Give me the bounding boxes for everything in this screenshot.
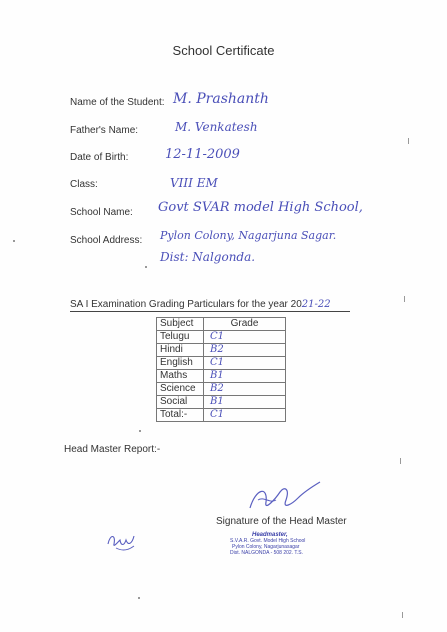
scan-speck bbox=[139, 430, 141, 432]
school-name-label: School Name: bbox=[70, 207, 133, 218]
subject-cell: Science bbox=[157, 383, 204, 396]
page-title: School Certificate bbox=[172, 43, 275, 58]
exam-heading-year: 21-22 bbox=[301, 299, 331, 310]
table-row bbox=[157, 344, 286, 357]
school-address-district: Dist: Nalgonda. bbox=[160, 250, 256, 264]
student-name-label: Name of the Student: bbox=[70, 97, 165, 108]
signature-label: Signature of the Head Master bbox=[216, 516, 347, 527]
stamp-line-2: Pylon Colony, Nagarjunasagar bbox=[232, 544, 300, 550]
initials-signature-icon bbox=[104, 528, 140, 554]
table-row bbox=[157, 383, 286, 396]
headmaster-stamp bbox=[230, 532, 305, 556]
scan-speck bbox=[145, 266, 147, 268]
stamp-line-3: Dist. NALGONDA - 508 202. T.S. bbox=[230, 550, 303, 556]
scan-mark bbox=[402, 612, 403, 618]
scan-speck bbox=[13, 240, 15, 242]
exam-heading-text: SA I Examination Grading Particulars for the year 20 bbox=[70, 299, 302, 310]
table-row bbox=[157, 409, 286, 422]
grades-table bbox=[156, 317, 286, 422]
table-row bbox=[157, 370, 286, 383]
dob-label: Date of Birth: bbox=[70, 152, 129, 163]
school-address-value: Pylon Colony, Nagarjuna Sagar. bbox=[160, 229, 337, 242]
table-header-row bbox=[157, 318, 286, 331]
scan-speck bbox=[138, 597, 140, 599]
exam-heading bbox=[70, 299, 331, 310]
grade-cell: C1 bbox=[204, 357, 286, 370]
grade-cell: B2 bbox=[204, 383, 286, 396]
grade-cell: C1 bbox=[204, 409, 286, 422]
subject-cell: Telugu bbox=[157, 331, 204, 344]
stamp-title: Headmaster, bbox=[252, 532, 288, 538]
student-name-value: M. Prashanth bbox=[173, 91, 269, 107]
scan-mark bbox=[408, 138, 409, 144]
subject-cell: Total:- bbox=[157, 409, 204, 422]
head-master-report-label: Head Master Report:- bbox=[64, 444, 161, 455]
grade-cell: B2 bbox=[204, 344, 286, 357]
table-row bbox=[157, 396, 286, 409]
school-name-value: Govt SVAR model High School, bbox=[158, 200, 363, 215]
school-address-label: School Address: bbox=[70, 235, 143, 246]
subject-cell: Maths bbox=[157, 370, 204, 383]
stamp-line-1: S.V.A.R. Govt. Model High School bbox=[230, 538, 306, 544]
subject-header: Subject bbox=[157, 318, 204, 331]
subject-cell: English bbox=[157, 357, 204, 370]
scan-mark bbox=[400, 458, 401, 464]
scan-mark bbox=[404, 296, 405, 302]
exam-heading-underline bbox=[70, 311, 350, 312]
class-value: VIII EM bbox=[170, 176, 218, 190]
dob-value: 12-11-2009 bbox=[165, 147, 240, 162]
grade-cell: B1 bbox=[204, 396, 286, 409]
table-row bbox=[157, 331, 286, 344]
class-label: Class: bbox=[70, 179, 98, 190]
grade-header: Grade bbox=[204, 318, 286, 331]
grade-cell: C1 bbox=[204, 331, 286, 344]
father-name-label: Father's Name: bbox=[70, 125, 139, 136]
table-row bbox=[157, 357, 286, 370]
grade-cell: B1 bbox=[204, 370, 286, 383]
subject-cell: Social bbox=[157, 396, 204, 409]
subject-cell: Hindi bbox=[157, 344, 204, 357]
father-name-value: M. Venkatesh bbox=[175, 120, 258, 134]
